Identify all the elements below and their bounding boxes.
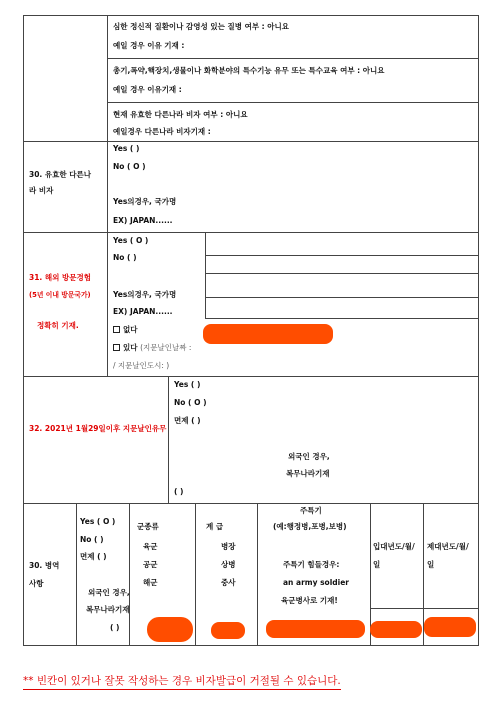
branch-navy: 해군 bbox=[143, 578, 158, 587]
q31-label-sub: (5년 이내 방문국가) bbox=[29, 291, 91, 299]
checkbox-have[interactable] bbox=[113, 344, 120, 351]
duty-hard: 주특기 힘들경우: bbox=[283, 560, 340, 569]
q30b-label-2: 사항 bbox=[29, 579, 44, 588]
redacted-area bbox=[203, 324, 333, 344]
q30-label-2: 라 비자 bbox=[29, 186, 54, 195]
redacted-rank bbox=[211, 622, 245, 639]
discharge-date-header: 제대년도/월/ bbox=[427, 542, 469, 551]
q32-exempt: 면제 ( ) bbox=[174, 416, 201, 425]
q31-yes: Yes ( O ) bbox=[113, 236, 149, 245]
q30b-exempt: 면제 ( ) bbox=[80, 552, 107, 561]
rank-header: 계 급 bbox=[206, 522, 224, 531]
q32-label: 32. 2021년 1월29일이후 지문날인유무 bbox=[29, 424, 167, 433]
q30b-paren: ( ) bbox=[110, 623, 120, 632]
rank-corporal: 상병 bbox=[221, 560, 236, 569]
branch-header: 군종류 bbox=[137, 522, 159, 531]
checkbox-none[interactable] bbox=[113, 326, 120, 333]
q30b-no: No ( ) bbox=[80, 535, 104, 544]
q31-no: No ( ) bbox=[113, 253, 137, 262]
q32-no: No ( O ) bbox=[174, 398, 207, 407]
q31-fingerprint-place: / 지문날인도시: ) bbox=[113, 361, 170, 370]
duty-example: (예:행정병,포병,보병) bbox=[273, 522, 347, 531]
q32-yes: Yes ( ) bbox=[174, 380, 201, 389]
q30-yes: Yes ( ) bbox=[113, 144, 140, 153]
q30b-label: 30. 병역 bbox=[29, 561, 60, 570]
q30-example: EX) JAPAN...... bbox=[113, 216, 173, 225]
warning-footer: ** 빈칸이 있거나 잘못 작성하는 경우 비자발급이 거절될 수 있습니다. bbox=[23, 673, 341, 690]
other-visa-question: 현재 유효한 다른나라 비자 여부 : 아니요 bbox=[113, 110, 248, 119]
q30b-foreign: 외국인 경우, bbox=[88, 588, 130, 597]
branch-airforce: 공군 bbox=[143, 560, 158, 569]
q31-label: 31. 해외 방문경험 bbox=[29, 273, 91, 282]
weapons-reason: 예일 경우 이유기재 : bbox=[113, 85, 182, 94]
redacted-enlist bbox=[370, 621, 422, 638]
rank-staff-sergeant: 중사 bbox=[221, 578, 236, 587]
redacted-duty bbox=[266, 620, 365, 638]
duty-korean: 육군병사로 기재! bbox=[281, 596, 338, 605]
q31-label-note: 정확히 기재. bbox=[37, 321, 79, 330]
redacted-discharge bbox=[424, 617, 476, 637]
q30-country-note: Yes의경우, 국가명 bbox=[113, 197, 177, 206]
other-visa-reason: 예일경우 다른나라 비자기재 : bbox=[113, 127, 211, 136]
branch-army: 육군 bbox=[143, 542, 158, 551]
q30b-yes: Yes ( O ) bbox=[80, 517, 116, 526]
q30b-reason: 복무나라기재 bbox=[86, 605, 130, 614]
redacted-branch bbox=[147, 617, 193, 642]
duty-english: an army soldier bbox=[283, 578, 349, 587]
q31-have: 있다 (지문날인날짜 : bbox=[113, 343, 191, 352]
q32-foreign: 외국인 경우, bbox=[288, 452, 330, 461]
rank-sergeant: 병장 bbox=[221, 542, 236, 551]
illness-question: 심한 정신적 질환이나 감영성 있는 질병 여부 : 아니요 bbox=[113, 22, 290, 31]
duty-header: 주특기 bbox=[300, 506, 322, 515]
q31-country-note: Yes의경우, 국가명 bbox=[113, 290, 177, 299]
q30-label: 30. 유효한 다른나 bbox=[29, 170, 91, 179]
illness-reason: 예일 경우 이유 기재 : bbox=[113, 41, 185, 50]
q32-paren: ( ) bbox=[174, 487, 184, 496]
q31-none: 없다 bbox=[113, 325, 138, 334]
weapons-question: 총기,폭약,핵장치,생물이나 화학분야의 특수기능 유무 또는 특수교육 여부 : 아니요 bbox=[113, 66, 385, 75]
enlist-date-header: 입대년도/월/ bbox=[373, 542, 415, 551]
discharge-date-header-2: 일 bbox=[427, 560, 435, 569]
q32-reason: 복무나라기재 bbox=[286, 469, 330, 478]
q30-no: No ( O ) bbox=[113, 162, 146, 171]
enlist-date-header-2: 일 bbox=[373, 560, 381, 569]
q31-example: EX) JAPAN...... bbox=[113, 307, 173, 316]
